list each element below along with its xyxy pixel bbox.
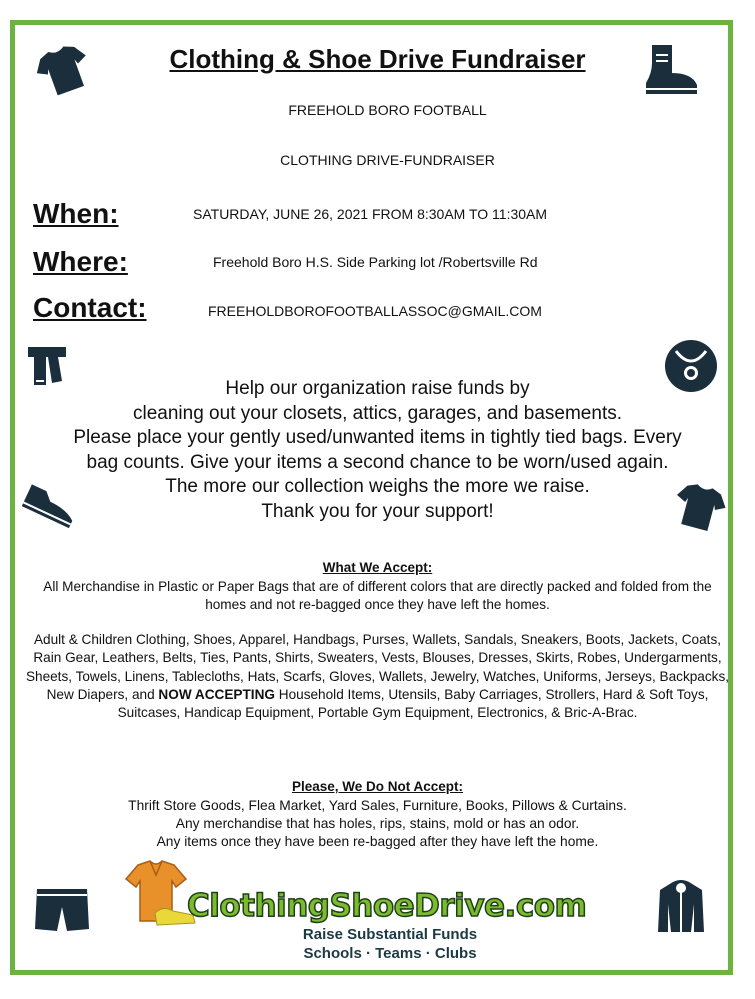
accept-intro: All Merchandise in Plastic or Paper Bags that are of different colors that are directly packed and folded from the homes and not re-bagged once they have left the homes.: [43, 579, 712, 613]
appeal-line: Please place your gently used/unwanted items in tightly tied bags. Every: [73, 427, 682, 448]
contact-email[interactable]: FREEHOLDBOROFOOTBALLASSOC@GMAIL.COM: [208, 303, 542, 319]
subtitle: CLOTHING DRIVE-FUNDRAISER: [280, 152, 495, 168]
appeal-line: Help our organization raise funds by: [225, 378, 530, 399]
when-label: When:: [33, 198, 119, 229]
where-label: Where:: [33, 246, 128, 277]
where-value: Freehold Boro H.S. Side Parking lot /Robertsville Rd: [213, 254, 538, 270]
accept-title: What We Accept:: [322, 560, 433, 575]
tshirt-icon: [33, 40, 93, 98]
logo-wordmark: ClothingShoeDrive.com: [187, 888, 587, 924]
decline-line: Thrift Store Goods, Flea Market, Yard Sales, Furniture, Books, Pillows & Curtains.: [128, 798, 627, 813]
org-name: FREEHOLD BORO FOOTBALL: [288, 102, 487, 118]
when-value: SATURDAY, JUNE 26, 2021 FROM 8:30AM TO 11:30AM: [193, 206, 548, 222]
decline-title: Please, We Do Not Accept:: [291, 779, 464, 794]
tshirt-icon: [671, 478, 729, 534]
appeal-line: The more our collection weighs the more we raise.: [165, 476, 590, 497]
appeal-line: cleaning out your closets, attics, garages, and basements.: [133, 402, 622, 424]
appeal-line: Thank you for your support!: [261, 500, 494, 522]
accept-items: [22, 631, 733, 722]
decline-line: Any items once they have been re-bagged after they have left the home.: [156, 834, 599, 850]
sneaker-icon: [22, 477, 84, 529]
appeal-line: bag counts. Give your items a second chance to be worn/used again.: [86, 451, 669, 473]
accept-items-text: Household Items, Utensils, Baby Carriages, Strollers, Hard & Soft Toys, Suitcases, Handicap Equipment, Portable Gym Equipment, Electronics, & Bric-A-Brac.: [117, 686, 709, 721]
necklace-icon: [662, 339, 720, 393]
contact-label: Contact:: [33, 292, 147, 323]
shorts-icon: [33, 885, 91, 935]
decline-line: Any merchandise that has holes, rips, stains, mold or has an odor.: [175, 816, 580, 832]
accept-items-highlight: NOW ACCEPTING: [158, 686, 275, 702]
page-title: Clothing & Shoe Drive Fundraiser: [169, 44, 586, 74]
jacket-icon: [656, 878, 706, 936]
appeal-text: [30, 377, 725, 524]
tagline-funds: Raise Substantial Funds: [302, 926, 478, 943]
tagline-audience: Schools · Teams · Clubs: [303, 945, 477, 962]
accept-items-text: Adult & Children Clothing, Shoes, Apparel, Handbags, Purses, Wallets, Sandals, Sneakers, Boots, Jackets, Coats, Rain Gear, Leathers, Belts, Ties, Pants, Shirts, Sweaters, Vests, Blouses, Dresses, Skirts, Robes, Undergarments, Sheets, Towels, Linens, Tablecloths, Hats, Scarfs, Gloves, Wallets, Jewelry, Watches, Uniforms, Jerseys, Backpacks, New Diapers, and: [25, 632, 730, 702]
decline-list: [28, 797, 727, 852]
boot-icon: [642, 43, 700, 99]
scarf-icon: [26, 343, 70, 389]
